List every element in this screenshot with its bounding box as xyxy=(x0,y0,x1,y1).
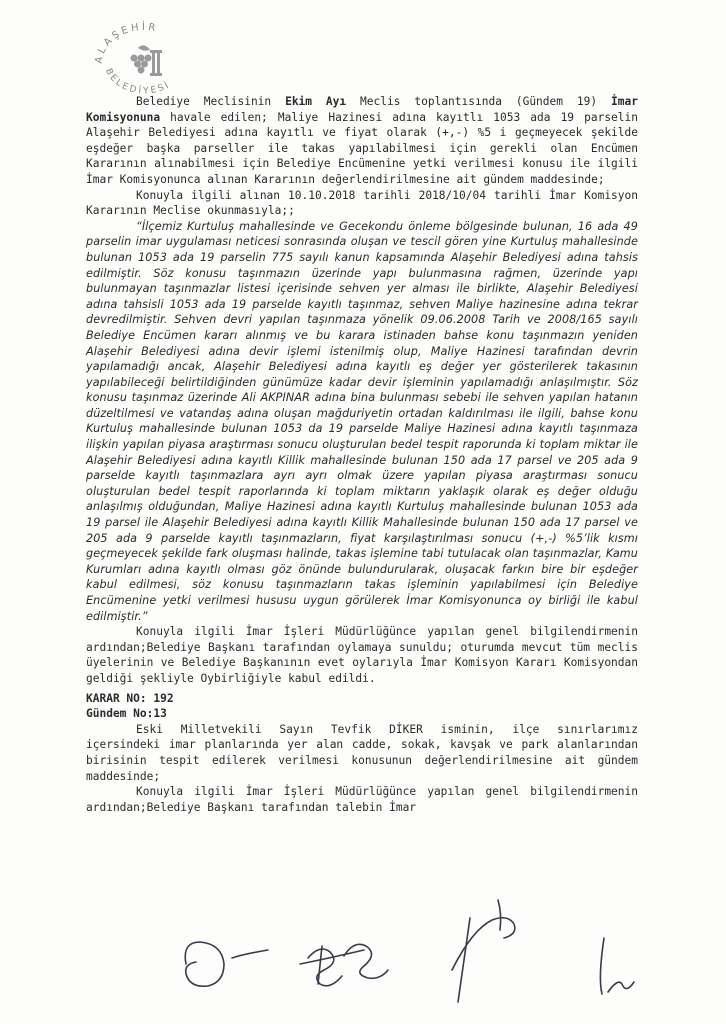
seal-text-bottom: BELEDİYESİ xyxy=(102,66,173,97)
paragraph-agenda-intro: Belediye Meclisinin Ekim Ayı Meclis toplantısında (Gündem 19) İmar Komisyonuna havale edilen; Maliye Hazinesi adına kayıtlı 1053 ada 19 parselin Alaşehir Belediyesi adına kayıtlı ve fiyat olarak (+,-) %5 i geçmeyecek şekilde eşdeğer başka parseller ile takas yapılabilmesi için gerekli olan Encümen Kararının alınabilmesi için Belediye Encümenine yetki verilmesi konusu ile ilgili İmar Komisyonunca alınan Kararının değerlendirilmesine ait gündem maddesinde; xyxy=(86,95,638,186)
paragraph-committee-decision: Konuyla ilgili alınan 10.10.2018 tarihli 2018/10/04 tarihli İmar Komisyon Kararının Meclise okunmasıyla;; xyxy=(86,188,638,218)
paragraph-vote-result: Konuyla ilgili İmar İşleri Müdürlüğünce yapılan genel bilgilendirmenin ardından;Belediye Başkanı tarafından oylamaya sunuldu; oturumda mevcut tüm meclis üyelerinin ve Belediye Başkanının evet oylarıyla İmar Komisyon Kararı Komisyondan geldiği şekliyle Oybirliğiyle kabul edildi. xyxy=(86,625,638,685)
municipality-seal-logo xyxy=(88,18,200,98)
seal-text-top: ALAŞEHİR xyxy=(93,21,160,65)
signature-1-icon xyxy=(185,942,268,986)
paragraph-naming-info: Konuyla ilgili İmar İşleri Müdürlüğünce yapılan genel bilgilendirmenin ardından;Belediye Başkanı tarafından talebin İmar xyxy=(86,785,638,814)
agenda-number: Gündem No:13 xyxy=(86,707,167,721)
signature-4-icon xyxy=(600,938,634,994)
meeting-month: Ekim Ayı xyxy=(285,95,347,108)
document-body xyxy=(86,94,638,815)
signature-3-icon xyxy=(452,900,515,1002)
committee-name: İmar Komisyonuna xyxy=(86,95,638,124)
paragraph-naming-request: Eski Milletvekili Sayın Tevfik DİKER isminin, ilçe sınırlarımız içersindeki imar planlarında yer alan cadde, sokak, kavşak ve park alanlarından birisinin tespit edilerek verilmesi konusunun değerlendirilmesine ait gündem maddesinde; xyxy=(86,722,638,783)
signatures-area xyxy=(0,898,726,1024)
paragraph-quoted-decision: “İlçemiz Kurtuluş mahallesinde ve Gecekondu önleme bölgesinde bulunan, 16 ada 49 parselin imar uygulaması neticesi sonrasında oluşan ve tescil gören yine Kurtuluş mahallesinde bulunan 1053 ada 19 parselin 775 sayılı kanun kapsamında Alaşehir Belediyesi adına tahsis edilmiştir. Söz konusu taşınmazın üzerinde yapı bulunmasına rağmen, üzerinde yapı bulunmayan taşınmazlar listesi içerisinde sehven yer alması ile birlikte, Alaşehir Belediyesi adına tahsisli 1053 ada 19 parselde kayıtlı taşınmaz, sehven Maliye hazinesine adına tekrar devredilmiştir. Sehven devri yapılan taşınmaza yönelik 09.06.2008 Tarih ve 2008/165 sayılı Belediye Encümen kararı alınmış ve bu karara istinaden bahse konu taşınmazın yeniden Alaşehir Belediyesi adına devir işlemi istenilmiş olup, Maliye Hazinesi tarafından devrin yapılamadığı ancak, Alaşehir Belediyesi adına kayıtlı eş değer yer gösterilerek takasının yapılabileceği belirtildiğinden günümüze kadar devir işleminin yapılamadığı anlaşılmıştır. Söz konusu taşınmaz üzerinde Ali AKPINAR adına bina bulunması sebebi ile sehven yapılan hatanın düzeltilmesi ve vatandaş adına oluşan mağduriyetin ortadan kaldırılması ile ilgili, bahse konu Kurtuluş mahallesinde bulunan 1053 da 19 parselde Maliye Hazinesi adına kayıtlı taşınmaza ilişkin yapılan piyasa araştırması sonucu oluşturulan bedel tespit raporunda ki toplam miktar ile Alaşehir Belediyesi adına kayıtlı Killik mahallesinde bulunan 150 ada 17 parsel ve 205 ada 9 parselde kayıtlı taşınmazlara ayrı ayrı olmak üzere yapılan piyasa araştırması sonucu oluşturulan bedel tespit raporlarında ki toplam miktarın yaklaşık olarak eş değer olduğu anlaşılmış olduğundan, Maliye Hazinesi adına kayıtlı Kurtuluş mahallesinde bulunan 1053 ada 19 parsel ile Alaşehir Belediyesi adına kayıtlı Killik Mahallesinde bulunan 150 ada 17 parsel ve 205 ada 9 parselde kayıtlı taşınmazların, fiyat karşılaştırılması sonucu (+,-) %5’lik kısmı geçmeyecek şekilde fark oluşması halinde, takas işlemine tabi tutulacak olan taşınmazlar, Kamu Kurumları adına kayıtlı olması göz önünde bulundurularak, oluşacak farkın bire bir eşdeğer kabul edilmesi, söz konusu taşınmazların takas işleminin yapılabilmesi için Belediye Encümenine yetki verilmesi hususu uygun görülerek İmar Komisyonunca oy birliği ile kabul edilmiştir.” xyxy=(86,219,638,623)
decision-number: KARAR NO: 192 xyxy=(86,691,174,705)
signature-2-icon xyxy=(300,944,388,985)
